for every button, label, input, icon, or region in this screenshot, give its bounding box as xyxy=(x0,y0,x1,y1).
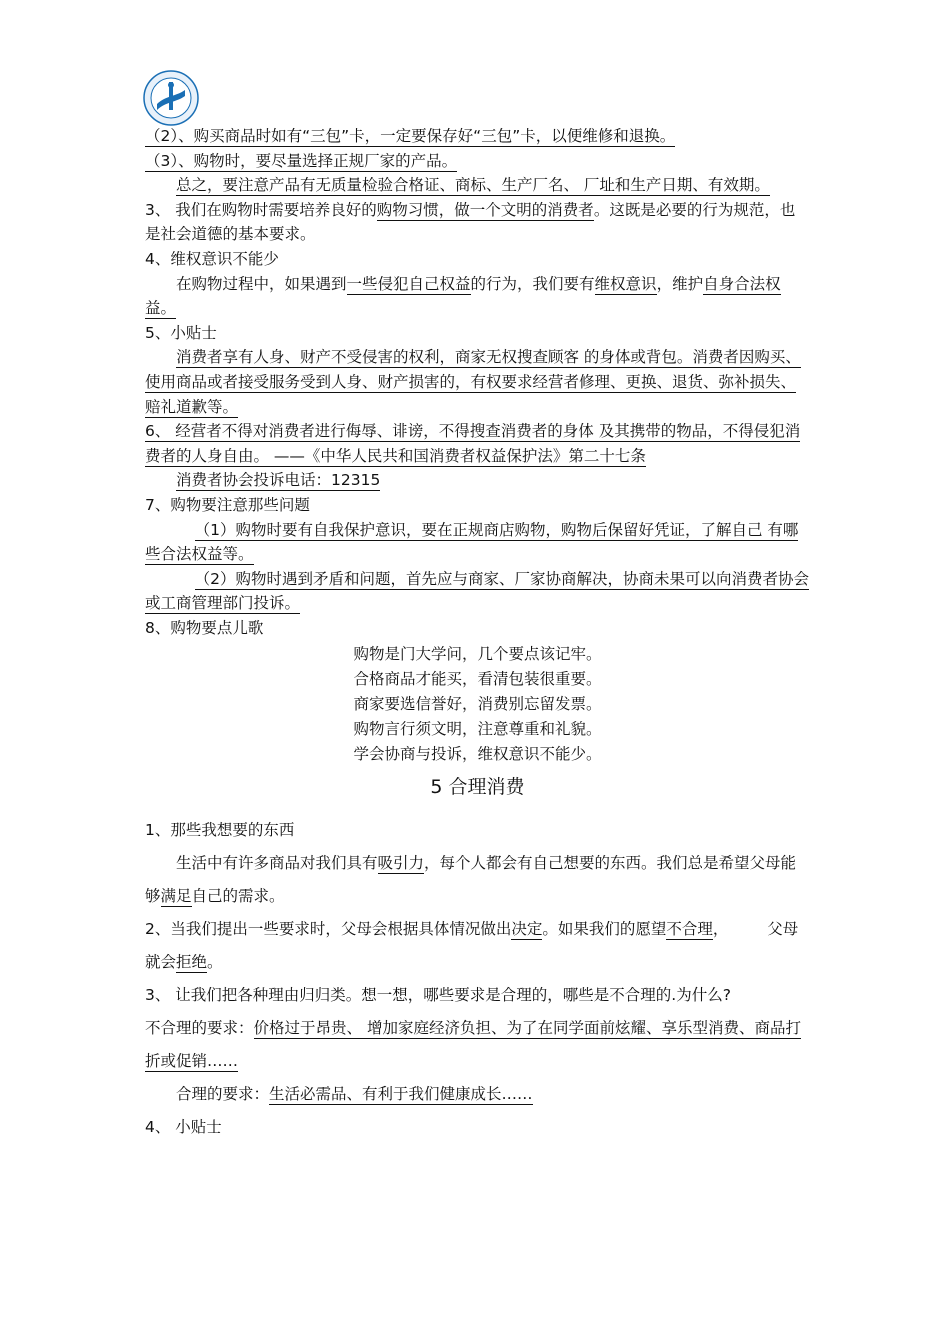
text-line xyxy=(145,124,810,149)
text-paragraph xyxy=(145,1012,810,1078)
heading-line: 7、购物要注意那些问题 xyxy=(145,495,310,514)
text-paragraph: 3、 让我们把各种理由归归类。想一想，哪些要求是合理的，哪些是不合理的.为什么? xyxy=(145,986,731,1005)
label-text: 合理的要求： xyxy=(176,1085,270,1104)
text-paragraph xyxy=(145,847,810,913)
underlined-text: 自身合法权益。 xyxy=(145,274,781,318)
text-paragraph xyxy=(145,567,810,616)
rhyme-line: 合格商品才能买，看清包装很重要。 xyxy=(353,670,602,689)
underlined-text: 总之，要注意产品有无质量检验合格证、商标、生产厂名、 厂址和生产日期、有效期。 xyxy=(176,176,770,195)
underlined-text: 不合理 xyxy=(666,920,713,939)
section-body xyxy=(145,814,810,1144)
rhyme-line: 商家要选信誉好，消费别忘留发票。 xyxy=(353,695,602,714)
underlined-text: （2）购物时遇到矛盾和问题，首先应与商家、厂家协商解决，协商未果可以向消费者协会或工商管理部门投诉。 xyxy=(145,569,809,613)
underlined-text: 消费者享有人身、财产不受侵害的权利，商家无权搜查顾客 的身体或背包。消费者因购买、使用商品或者接受服务受到人身、财产损害的，有权要求经营者修理、更换、退货、弥补损失、赔礼道歉等。 xyxy=(145,348,801,416)
underlined-text: （2）、购买商品时如有“三包”卡，一定要保存好“三包”卡，以便维修和退换。 xyxy=(145,127,676,145)
underlined-text: 维权意识 xyxy=(594,274,657,293)
school-emblem-logo xyxy=(143,70,199,126)
underlined-text: 6、 经营者不得对消费者进行侮辱、诽谤，不得搜查消费者的身体 及其携带的物品，不得侵犯消费者的人身自由。 ——《中华人民共和国消费者权益保护法》第二十七条 xyxy=(145,422,801,465)
underlined-text: 吸引力 xyxy=(377,854,425,873)
heading-line: 8、购物要点儿歌 xyxy=(145,618,264,637)
text-paragraph xyxy=(145,173,810,198)
school-emblem-icon xyxy=(143,70,199,126)
text-paragraph xyxy=(145,198,810,247)
underlined-text: 购物习惯，做一个文明的消费者 xyxy=(376,200,594,219)
underlined-text: 决定 xyxy=(511,920,543,939)
underlined-text: 拒绝 xyxy=(176,953,208,972)
text-paragraph xyxy=(145,518,810,567)
plain-text: 3、 我们在购物时需要培养良好的 xyxy=(145,200,377,219)
section-title: 5 合理消费 xyxy=(430,776,525,799)
plain-text: 。 xyxy=(207,953,223,972)
underlined-text: （3）、购物时，要尽量选择正规厂家的产品。 xyxy=(145,151,458,170)
text-line xyxy=(145,1078,810,1111)
text-paragraph xyxy=(145,913,810,979)
text-paragraph xyxy=(145,272,810,321)
rhyme-line: 购物言行须文明，注意尊重和礼貌。 xyxy=(353,719,602,738)
plain-text: 父母就会 xyxy=(145,920,799,972)
underlined-text: 生活必需品、有利于我们健康成长…… xyxy=(269,1085,533,1104)
plain-text: 的行为，我们要有 xyxy=(470,274,595,293)
plain-text: 自己的需求。 xyxy=(191,887,285,906)
plain-text: 。如果我们的愿望 xyxy=(542,920,667,939)
plain-text: ，每个人都会有自己想要的东西。我们总是希望父母能够 xyxy=(145,854,797,906)
underlined-text: 价格过于昂贵、 增加家庭经济负担、为了在同学面前炫耀、享乐型消费、商品打折或促销…… xyxy=(145,1019,801,1071)
heading-line: 5、小贴士 xyxy=(145,323,217,342)
text-line xyxy=(145,149,810,174)
text-paragraph xyxy=(145,419,810,468)
underlined-text: 一些侵犯自己权益 xyxy=(346,274,471,293)
underlined-text: （1）购物时要有自我保护意识，要在正规商店购物，购物后保留好凭证，了解自己 有哪些合法权益等。 xyxy=(145,520,799,564)
shopping-rhyme xyxy=(145,642,810,766)
document-body xyxy=(145,124,810,1144)
text-line xyxy=(145,468,810,493)
underlined-text: 满足 xyxy=(160,887,192,906)
rhyme-line: 学会协商与投诉，维权意识不能少。 xyxy=(353,744,602,763)
plain-text: 2、当我们提出一些要求时，父母会根据具体情况做出 xyxy=(145,920,512,939)
plain-text: ， xyxy=(712,920,729,939)
heading-line: 4、 小贴士 xyxy=(145,1118,222,1137)
plain-text: 生活中有许多商品对我们具有 xyxy=(176,854,378,873)
plain-text: ，维护 xyxy=(656,274,704,293)
text-paragraph xyxy=(145,345,810,419)
rhyme-line: 购物是门大学问，几个要点该记牢。 xyxy=(353,645,602,664)
plain-text: 。这既是必要的行为规范，也是社会道德的基本要求。 xyxy=(145,200,796,244)
heading-line: 1、那些我想要的东西 xyxy=(145,821,295,840)
label-text: 不合理的要求： xyxy=(145,1019,254,1038)
heading-line: 4、维权意识不能少 xyxy=(145,249,279,268)
plain-text: 在购物过程中，如果遇到 xyxy=(176,274,347,293)
complaint-hotline: 消费者协会投诉电话：12315 xyxy=(176,471,381,490)
